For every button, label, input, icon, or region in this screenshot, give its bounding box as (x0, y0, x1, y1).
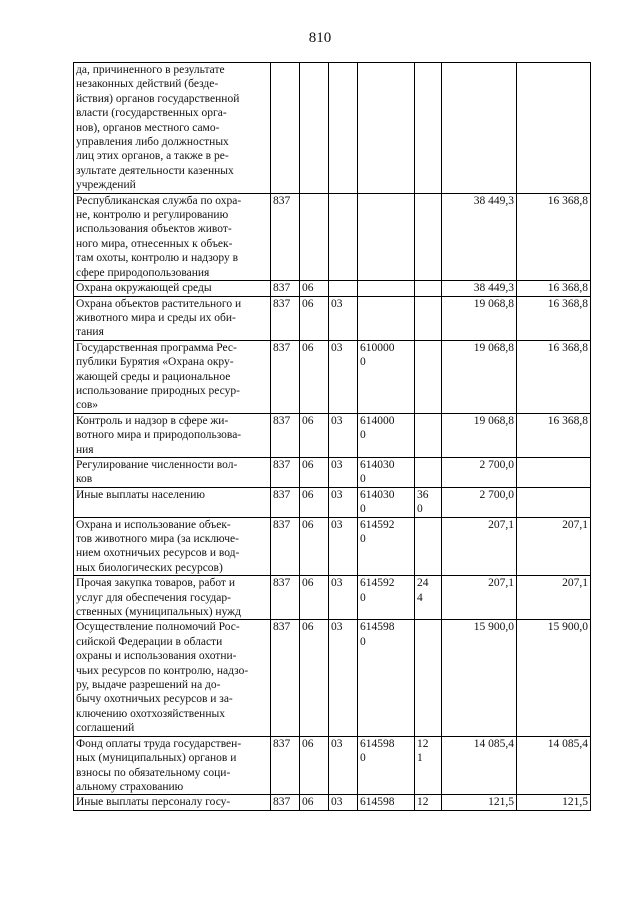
description-cell: Фонд оплаты труда государствен- ных (муниципальных) органов и взносы по обязательному соци- альному страхованию (74, 736, 271, 795)
subsection-code-cell: 03 (329, 620, 358, 736)
table-row (74, 63, 591, 194)
table-row (74, 736, 591, 795)
expense-type-cell (415, 457, 442, 487)
target-article-cell (358, 193, 415, 280)
section-code-cell: 06 (300, 457, 329, 487)
amount-cell: 19 068,8 (442, 296, 517, 340)
ministry-code-cell: 837 (271, 340, 300, 413)
section-code-cell: 06 (300, 281, 329, 296)
expense-type-cell (415, 193, 442, 280)
table-row (74, 620, 591, 736)
ministry-code-cell (271, 63, 300, 194)
section-code-cell (300, 193, 329, 280)
table-row (74, 193, 591, 280)
amount-cell: 207,1 (442, 517, 517, 576)
subsection-code-cell (329, 281, 358, 296)
description-cell: Иные выплаты населению (74, 487, 271, 517)
ministry-code-cell: 837 (271, 736, 300, 795)
amount-next-cell: 16 368,8 (517, 193, 591, 280)
amount-next-cell: 207,1 (517, 517, 591, 576)
description-cell: Охрана и использование объек- тов животного мира (за исключе- нием охотничьих ресурсов и вод- ных биологических ресурсов) (74, 517, 271, 576)
amount-cell: 207,1 (442, 576, 517, 620)
ministry-code-cell: 837 (271, 576, 300, 620)
ministry-code-cell: 837 (271, 296, 300, 340)
table-row (74, 413, 591, 457)
target-article-cell: 614592 0 (358, 517, 415, 576)
description-cell: Охрана объектов растительного и животного мира и среды их оби- тания (74, 296, 271, 340)
expense-type-cell (415, 340, 442, 413)
subsection-code-cell: 03 (329, 340, 358, 413)
subsection-code-cell: 03 (329, 576, 358, 620)
table-row (74, 795, 591, 810)
subsection-code-cell: 03 (329, 413, 358, 457)
amount-next-cell (517, 487, 591, 517)
ministry-code-cell: 837 (271, 487, 300, 517)
table-row (74, 517, 591, 576)
amount-next-cell: 16 368,8 (517, 296, 591, 340)
table-row (74, 457, 591, 487)
amount-cell: 2 700,0 (442, 487, 517, 517)
description-cell: да, причиненного в результате незаконных действий (безде- йствия) органов государственной власти (государственных орга- нов), органов местного само- управления либо должностных лиц этих органов, а также в ре- зультате деятельности казенных учреждений (74, 63, 271, 194)
target-article-cell: 614030 0 (358, 487, 415, 517)
section-code-cell: 06 (300, 736, 329, 795)
table-row (74, 576, 591, 620)
expense-type-cell (415, 281, 442, 296)
expense-type-cell: 12 (415, 795, 442, 810)
target-article-cell (358, 63, 415, 194)
subsection-code-cell (329, 193, 358, 280)
description-cell: Охрана окружающей среды (74, 281, 271, 296)
section-code-cell: 06 (300, 620, 329, 736)
description-cell: Контроль и надзор в сфере жи- вотного мира и природопользова- ния (74, 413, 271, 457)
section-code-cell: 06 (300, 576, 329, 620)
amount-cell: 2 700,0 (442, 457, 517, 487)
target-article-cell: 614598 0 (358, 736, 415, 795)
page-number: 810 (308, 30, 332, 46)
target-article-cell: 610000 0 (358, 340, 415, 413)
ministry-code-cell: 837 (271, 517, 300, 576)
expense-type-cell: 36 0 (415, 487, 442, 517)
section-code-cell (300, 63, 329, 194)
subsection-code-cell: 03 (329, 487, 358, 517)
amount-cell: 38 449,3 (442, 193, 517, 280)
ministry-code-cell: 837 (271, 193, 300, 280)
amount-next-cell (517, 63, 591, 194)
section-code-cell: 06 (300, 340, 329, 413)
table-row (74, 487, 591, 517)
subsection-code-cell (329, 63, 358, 194)
target-article-cell: 614598 (358, 795, 415, 810)
table-row (74, 296, 591, 340)
section-code-cell: 06 (300, 795, 329, 810)
amount-next-cell: 207,1 (517, 576, 591, 620)
ministry-code-cell: 837 (271, 413, 300, 457)
amount-next-cell: 16 368,8 (517, 340, 591, 413)
amount-next-cell: 16 368,8 (517, 413, 591, 457)
section-code-cell: 06 (300, 487, 329, 517)
description-cell: Осуществление полномочий Рос- сийской Федерации в области охраны и использования охотни- чьих ресурсов по контролю, надзо- ру, выдаче разрешений на до- бычу охотничьих ресурсов и за- ключению охотхозяйственных соглашений (74, 620, 271, 736)
amount-cell (442, 63, 517, 194)
target-article-cell (358, 296, 415, 340)
ministry-code-cell: 837 (271, 457, 300, 487)
description-cell: Иные выплаты персоналу госу- (74, 795, 271, 810)
section-code-cell: 06 (300, 517, 329, 576)
description-cell: Государственная программа Рес- публики Бурятия «Охрана окру- жающей среды и рациональное использование природных ресур- сов» (74, 340, 271, 413)
amount-next-cell: 121,5 (517, 795, 591, 810)
expense-type-cell (415, 63, 442, 194)
amount-next-cell: 16 368,8 (517, 281, 591, 296)
amount-next-cell: 15 900,0 (517, 620, 591, 736)
target-article-cell (358, 281, 415, 296)
amount-cell: 19 068,8 (442, 340, 517, 413)
section-code-cell: 06 (300, 296, 329, 340)
table-row (74, 281, 591, 296)
expense-type-cell: 12 1 (415, 736, 442, 795)
expense-type-cell (415, 413, 442, 457)
description-cell: Прочая закупка товаров, работ и услуг для обеспечения государ- ственных (муниципальных) нужд (74, 576, 271, 620)
subsection-code-cell: 03 (329, 296, 358, 340)
subsection-code-cell: 03 (329, 795, 358, 810)
ministry-code-cell: 837 (271, 620, 300, 736)
amount-cell: 15 900,0 (442, 620, 517, 736)
subsection-code-cell: 03 (329, 736, 358, 795)
expense-type-cell (415, 296, 442, 340)
ministry-code-cell: 837 (271, 281, 300, 296)
target-article-cell: 614598 0 (358, 620, 415, 736)
amount-next-cell (517, 457, 591, 487)
target-article-cell: 614000 0 (358, 413, 415, 457)
amount-next-cell: 14 085,4 (517, 736, 591, 795)
subsection-code-cell: 03 (329, 457, 358, 487)
description-cell: Республиканская служба по охра- не, контролю и регулированию использования объектов живот- ного мира, отнесенных к объек- там охоты, контролю и надзору в сфере природопользования (74, 193, 271, 280)
expense-type-cell (415, 517, 442, 576)
description-cell: Регулирование численности вол- ков (74, 457, 271, 487)
subsection-code-cell: 03 (329, 517, 358, 576)
expense-type-cell: 24 4 (415, 576, 442, 620)
amount-cell: 121,5 (442, 795, 517, 810)
table-row (74, 340, 591, 413)
target-article-cell: 614592 0 (358, 576, 415, 620)
section-code-cell: 06 (300, 413, 329, 457)
target-article-cell: 614030 0 (358, 457, 415, 487)
expense-type-cell (415, 620, 442, 736)
ministry-code-cell: 837 (271, 795, 300, 810)
budget-table (73, 62, 591, 811)
amount-cell: 38 449,3 (442, 281, 517, 296)
amount-cell: 14 085,4 (442, 736, 517, 795)
amount-cell: 19 068,8 (442, 413, 517, 457)
